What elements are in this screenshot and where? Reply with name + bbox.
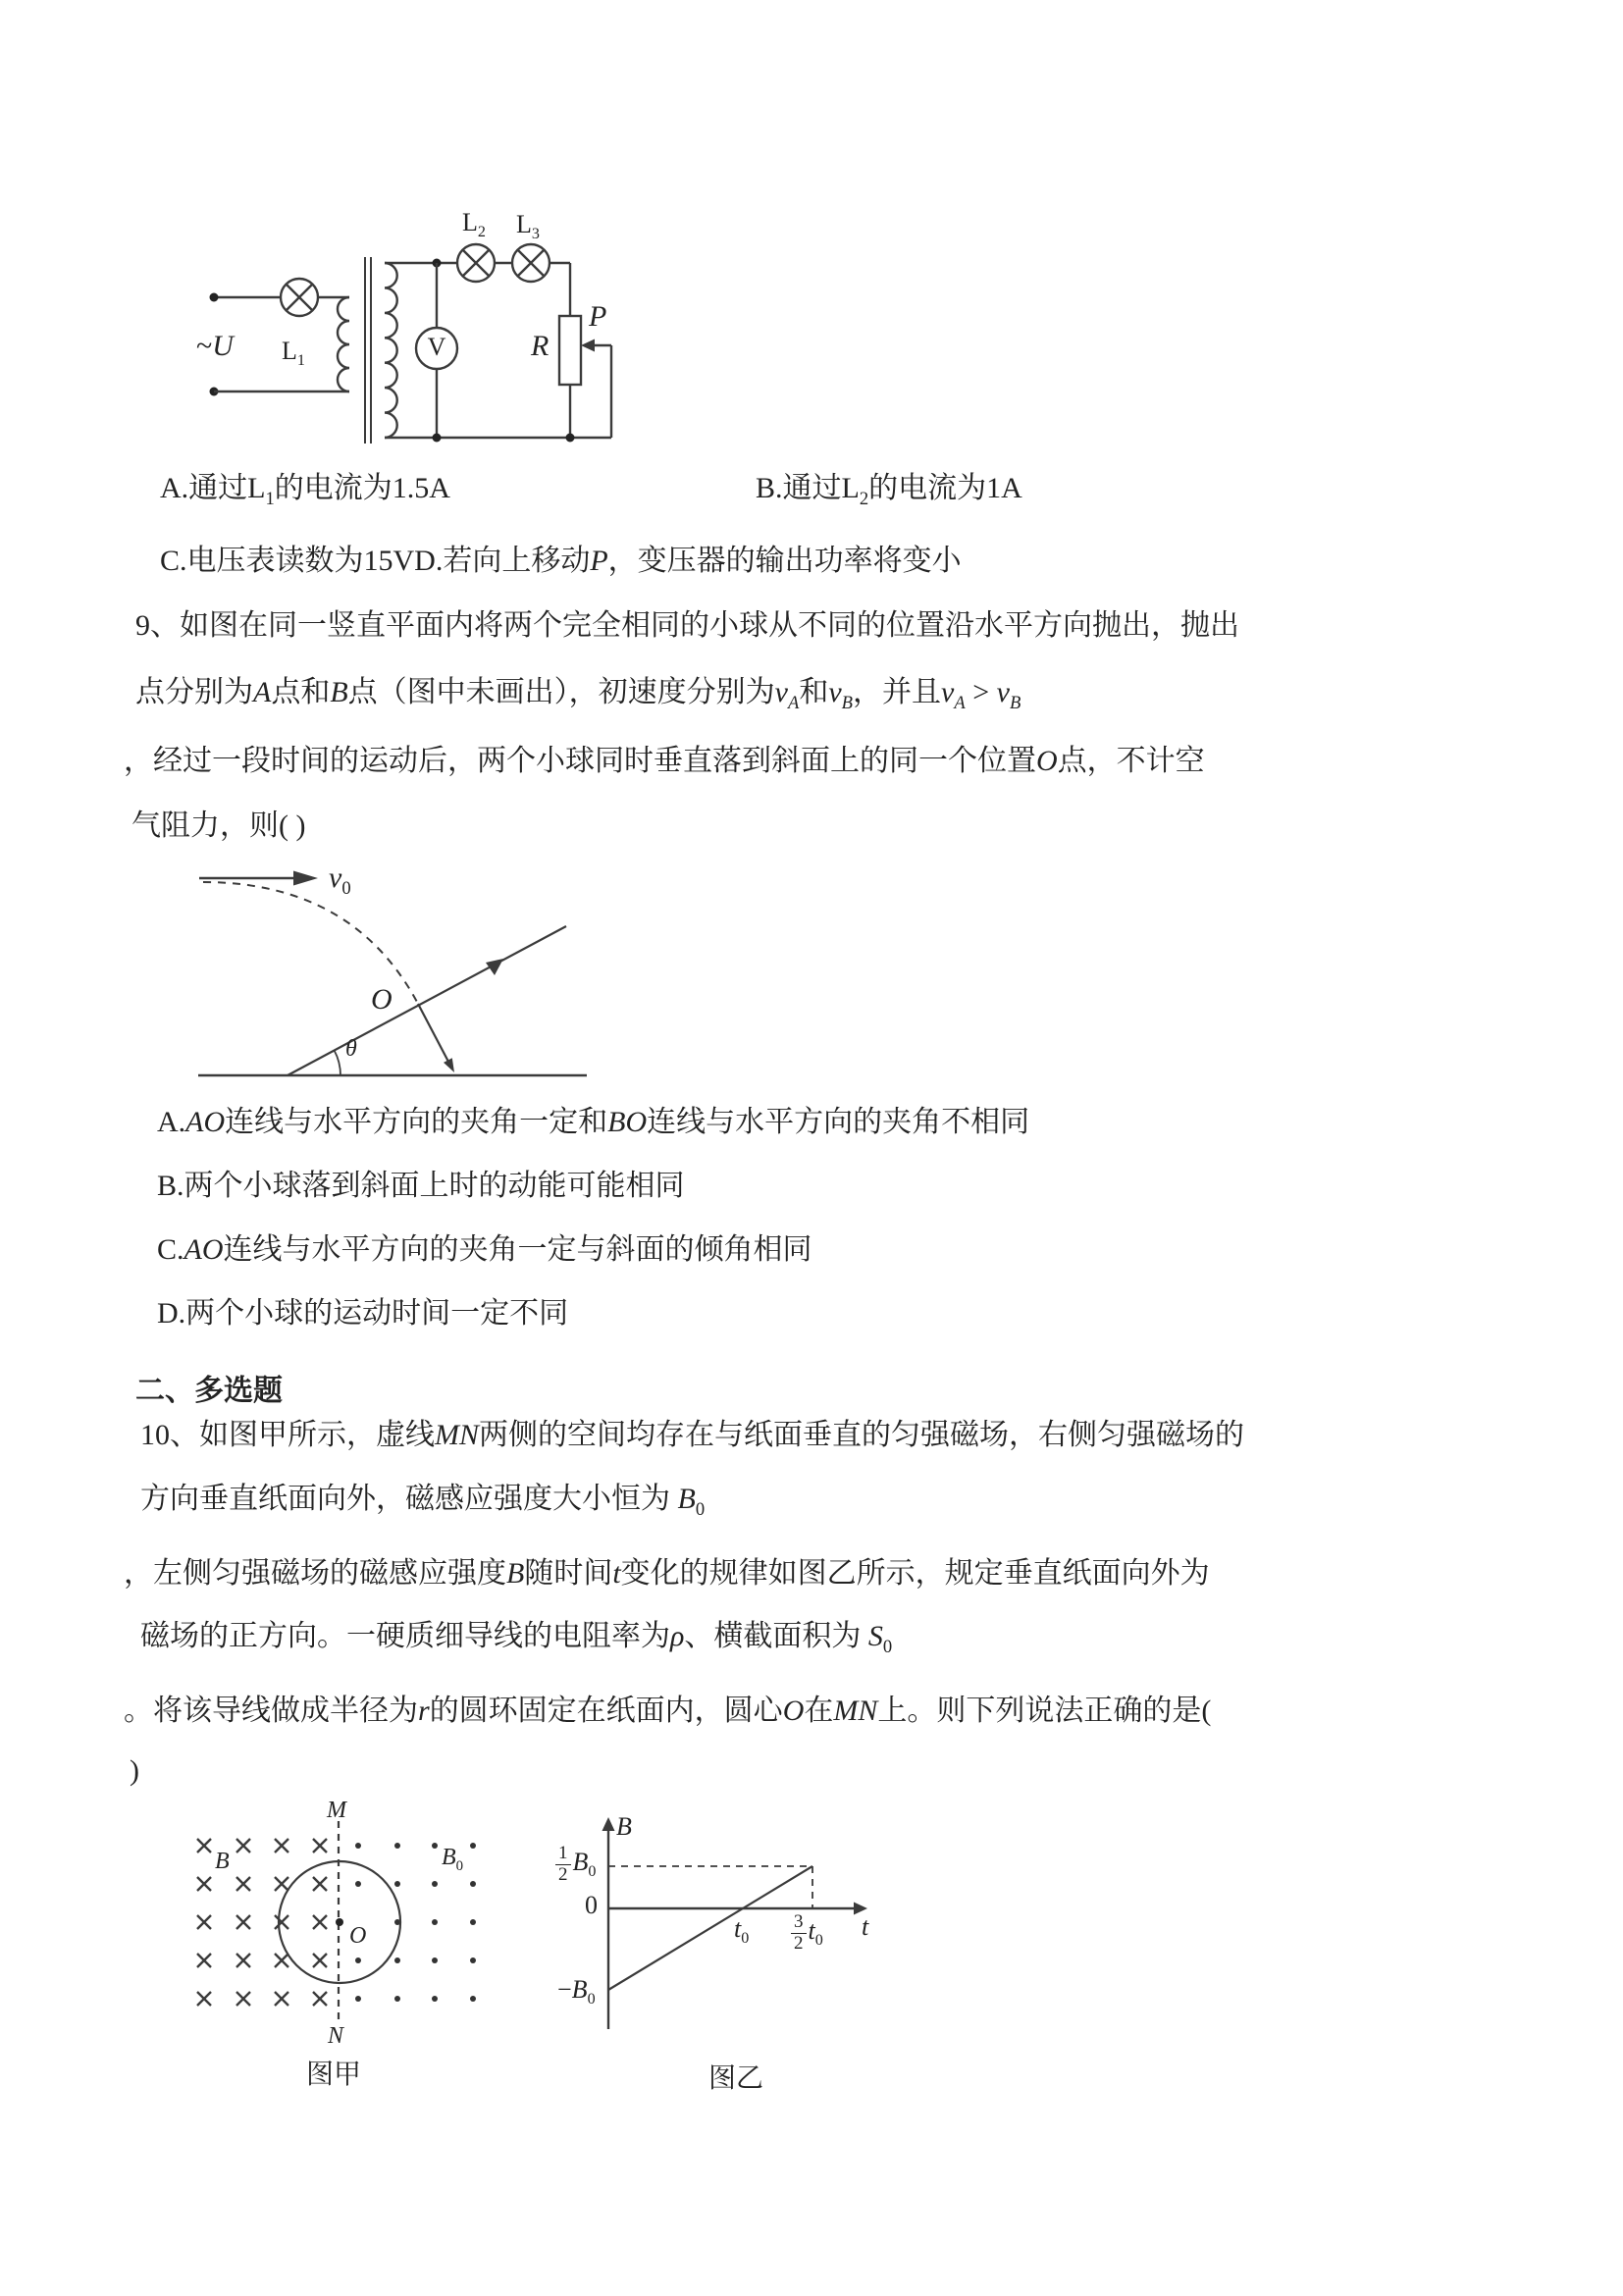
theta-label: θ [345,1036,357,1062]
q8-option-a: A.通过$L_1$的电流为1.5A [160,472,450,509]
y-axis-arrow-icon [602,1817,615,1831]
q10-line-5: 。将该导线做成半径为r的圆环固定在纸面内，圆心O在MN上。则下列说法正确的是( [124,1695,1212,1727]
b0-field-label: $B_0$ [442,1845,464,1874]
b-axis-label: B [616,1812,632,1841]
section-2-title: 二、多选题 [135,1375,283,1407]
b-t-line [608,1866,812,1990]
q9-line-4: 气阻力，则( ) [131,809,306,842]
figure-yi-caption: 图乙 [707,2063,763,2094]
field-region-diagram [128,1796,520,2090]
figure-yi [530,1810,932,2051]
q9-line-1: 9、如图在同一竖直平面内将两个完全相同的小球从不同的位置沿水平方向抛出，抛出 [135,609,1239,642]
center-o-label: O [349,1923,367,1949]
neg-b0-label: $-B_0$ [557,1975,596,2009]
slider-label: P [589,300,607,333]
n-label: N [328,2023,344,2049]
t-axis-label: t [862,1912,869,1941]
q9-line-2: 点分别为A点和B点（图中未画出），初速度分别为$v_A$和$v_B$，并且$v_A > v_B$ [135,676,1021,713]
q9-option-b: B.两个小球落到斜面上时的动能可能相同 [157,1170,685,1202]
t0-label: $t_0$ [734,1914,750,1948]
secondary-loop [385,244,611,443]
q9-option-a: A.AO连线与水平方向的夹角一定和BO连线与水平方向的夹角不相同 [157,1106,1030,1138]
q10-line-2: 方向垂直纸面向外，磁感应强度大小恒为 $B_0$ [140,1483,706,1520]
half-b0-label: 1 2 $B_0$ [555,1844,596,1885]
lamp-l3-label: $L_3$ [516,210,540,243]
q10-line-6: ) [130,1754,139,1787]
projectile-diagram [137,852,618,1092]
figure-jia-caption: 图甲 [305,2060,361,2090]
point-o-label: O [371,983,393,1016]
theta-arc [335,1051,340,1076]
q10-line-4: 磁场的正方向。一硬质细导线的电阻率为ρ、横截面积为 $S_0$ [140,1620,893,1657]
q8-option-cd: C.电压表读数为15VD.若向上移动P，变压器的输出功率将变小 [160,545,962,577]
voltmeter-label: V [427,333,446,361]
zero-label: 0 [585,1891,598,1919]
transformer-core-icon [365,257,371,444]
ring-center-dot [336,1918,343,1926]
q10-line-1: 10、如图甲所示，虚线MN两侧的空间均存在与纸面垂直的匀强磁场，右侧匀强磁场的 [140,1419,1244,1451]
v0-label: $v_0$ [329,861,351,899]
source-label: ~U [196,330,234,362]
m-label: M [327,1798,346,1823]
rheostat-icon [559,316,581,385]
q9-line-3: ，经过一段时间的运动后，两个小球同时垂直落到斜面上的同一个位置O点，不计空 [124,745,1205,777]
impact-velocity-line [418,1004,448,1062]
q10-line-3: ，左侧匀强磁场的磁感应强度B随时间t变化的规律如图乙所示，规定垂直纸面向外为 [124,1557,1210,1590]
circuit-figure [128,128,657,461]
end-time-label: 3 2 $t_0$ [791,1912,823,1954]
incline-line [288,926,566,1075]
circuit-diagram [128,128,657,461]
resistor-label: R [531,330,550,362]
slider-arrow-icon [581,339,595,352]
q9-option-d: D.两个小球的运动时间一定不同 [157,1297,569,1330]
q8-option-b: B.通过$L_2$的电流为1A [756,472,1022,509]
half-fraction: 1 2 [555,1844,571,1885]
projectile-figure [137,852,618,1092]
b-field-label: B [215,1849,230,1874]
lamp-l2-label: $L_2$ [462,208,486,241]
end-fraction: 3 2 [791,1912,807,1954]
figure-jia [128,1796,520,2090]
impact-arrow-icon [444,1058,454,1072]
primary-coil-icon [338,297,349,391]
q9-option-c: C.AO连线与水平方向的夹角一定与斜面的倾角相同 [157,1233,812,1266]
lamp-l1-label: $L_1$ [282,337,305,370]
v0-arrow-icon [293,871,318,886]
secondary-coil-icon [385,263,397,438]
